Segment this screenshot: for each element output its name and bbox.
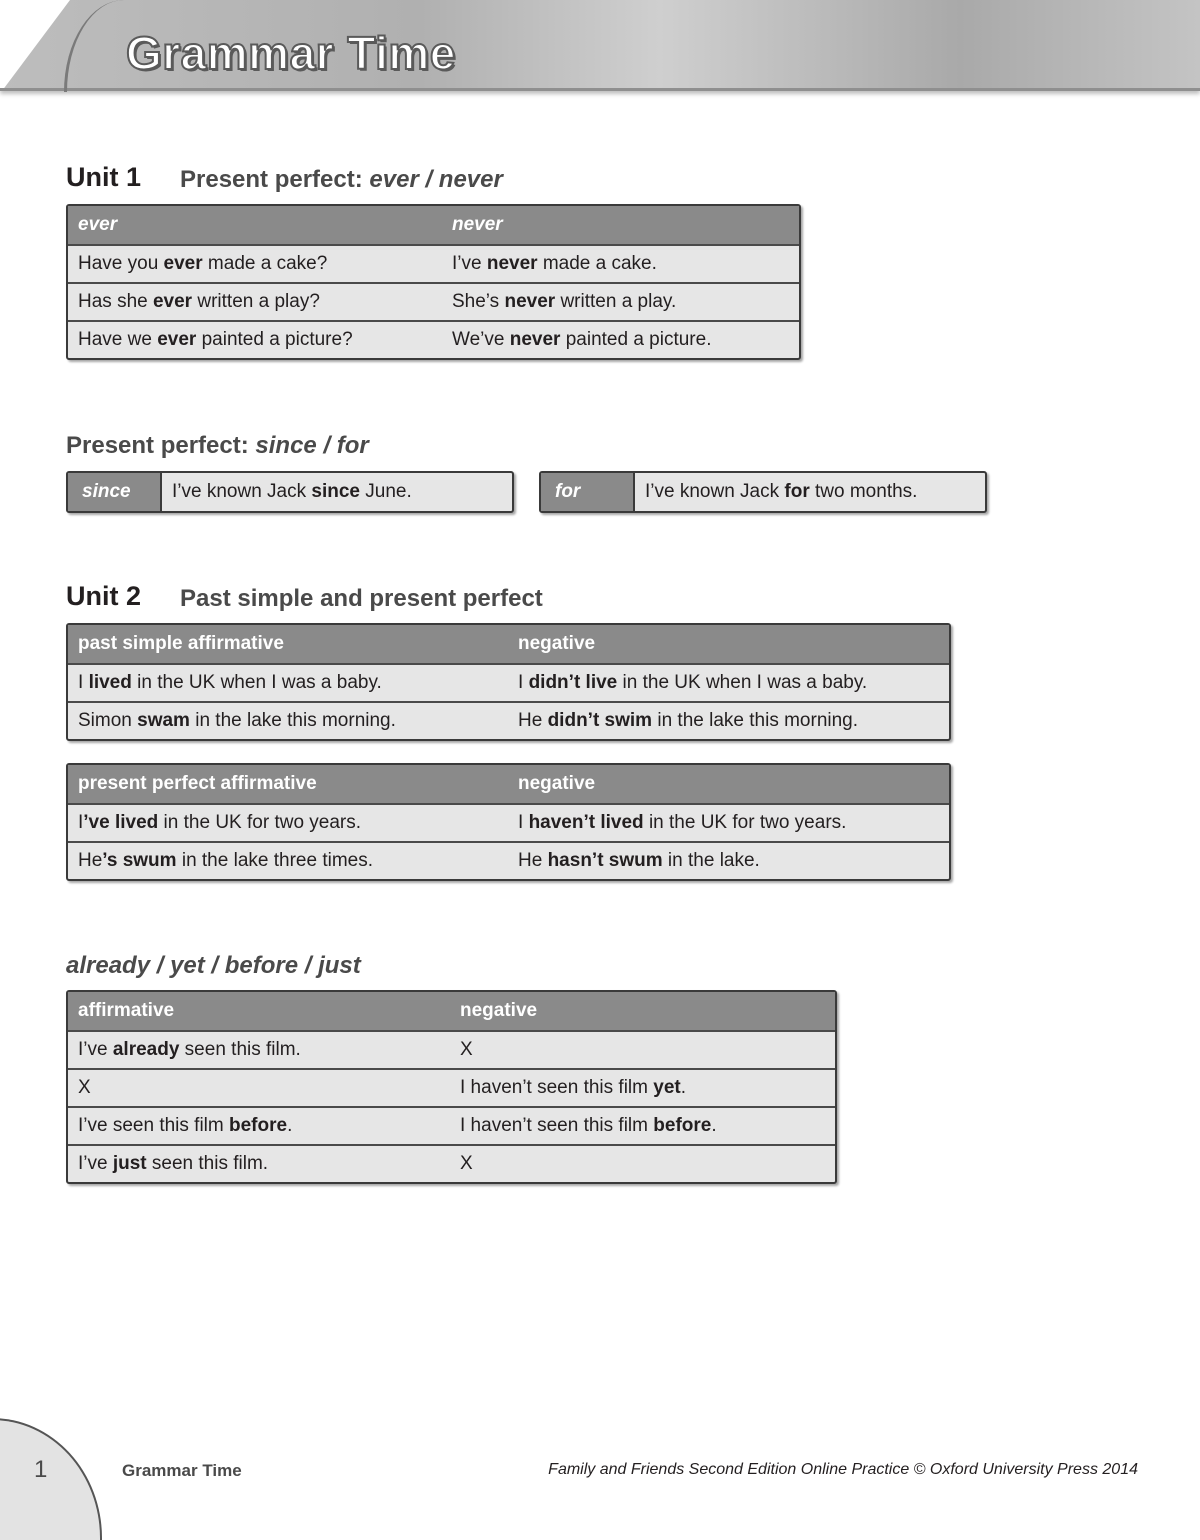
table-cell: I’ve already seen this film. [78, 1039, 301, 1060]
table-header-cell: affirmative [78, 1000, 175, 1021]
table-row [68, 282, 799, 320]
table-cell: He hasn’t swum in the lake. [518, 850, 760, 871]
table-header-cell: negative [518, 633, 596, 654]
since-example-text: I’ve known Jack since June. [172, 481, 412, 502]
for-example-box [539, 471, 987, 513]
table-header-cell: negative [518, 773, 596, 794]
table-cell: I’ve never made a cake. [452, 253, 657, 274]
table-cell: I haven’t lived in the UK for two years. [518, 812, 847, 833]
table-cell: I didn’t live in the UK when I was a baby. [518, 672, 868, 693]
table-cell: I lived in the UK when I was a baby. [78, 672, 382, 693]
table-header-cell: ever [78, 214, 118, 235]
table-header-cell: past simple affirmative [78, 633, 284, 654]
table-cell: X [78, 1077, 91, 1098]
table-header-cell: negative [460, 1000, 538, 1021]
unit1-title-italic: ever / never [369, 166, 503, 193]
since-for-heading-italic: since / for [255, 432, 369, 459]
table-cell: He’s swum in the lake three times. [78, 850, 373, 871]
table-row [68, 1030, 835, 1068]
present-perfect-table [66, 763, 951, 881]
table-row [68, 1144, 835, 1182]
for-example-text: I’ve known Jack for two months. [645, 481, 918, 502]
banner-arc [64, 0, 127, 92]
table-cell: Simon swam in the lake this morning. [78, 710, 396, 731]
table-cell: X [460, 1153, 473, 1174]
table-cell: He didn’t swim in the lake this morning. [518, 710, 859, 731]
table-row [68, 701, 949, 739]
table-cell: I’ve lived in the UK for two years. [78, 812, 362, 833]
header-banner [0, 0, 1200, 91]
table-cell: Has she ever written a play? [78, 291, 320, 312]
unit2-label: Unit 2 [66, 581, 142, 611]
footer-title: Grammar Time [122, 1461, 242, 1480]
table-header-row [68, 992, 835, 1030]
table-cell: I haven’t seen this film yet. [460, 1077, 687, 1098]
table-header-row [68, 765, 949, 803]
table-header-cell: present perfect affirmative [78, 773, 317, 794]
banner-corner [0, 0, 70, 88]
table-header-row [68, 206, 799, 244]
page-number: 1 [34, 1456, 48, 1483]
past-simple-table [66, 623, 951, 741]
table-cell: Have you ever made a cake? [78, 253, 328, 274]
already-yet-table [66, 990, 837, 1184]
table-row [68, 1068, 835, 1106]
table-cell: I’ve just seen this film. [78, 1153, 269, 1174]
unit1-label: Unit 1 [66, 162, 142, 192]
page-title: Grammar Time [126, 27, 456, 79]
since-for-heading [66, 432, 369, 460]
table-cell: I haven’t seen this film before. [460, 1115, 717, 1136]
ever-never-table [66, 204, 801, 360]
unit1-title [180, 166, 503, 194]
since-label: since [68, 473, 162, 511]
table-row [68, 320, 799, 358]
since-example-box [66, 471, 514, 513]
footer-copyright: Family and Friends Second Edition Online Practice © Oxford University Press 2014 [548, 1461, 1138, 1478]
page-corner-tab [0, 1418, 102, 1540]
unit1-title-plain: Present perfect: [180, 166, 370, 193]
table-cell: I’ve seen this film before. [78, 1115, 293, 1136]
unit2-title: Past simple and present perfect [180, 585, 543, 612]
table-cell: She’s never written a play. [452, 291, 677, 312]
table-cell: X [460, 1039, 473, 1060]
table-row [68, 244, 799, 282]
table-header-cell: never [452, 214, 503, 235]
table-row [68, 841, 949, 879]
table-header-row [68, 625, 949, 663]
table-cell: We’ve never painted a picture. [452, 329, 712, 350]
table-row [68, 663, 949, 701]
table-row [68, 803, 949, 841]
for-label: for [541, 473, 635, 511]
since-for-heading-plain: Present perfect: [66, 432, 256, 459]
table-row [68, 1106, 835, 1144]
table-cell: Have we ever painted a picture? [78, 329, 353, 350]
already-yet-heading: already / yet / before / just [66, 952, 361, 979]
